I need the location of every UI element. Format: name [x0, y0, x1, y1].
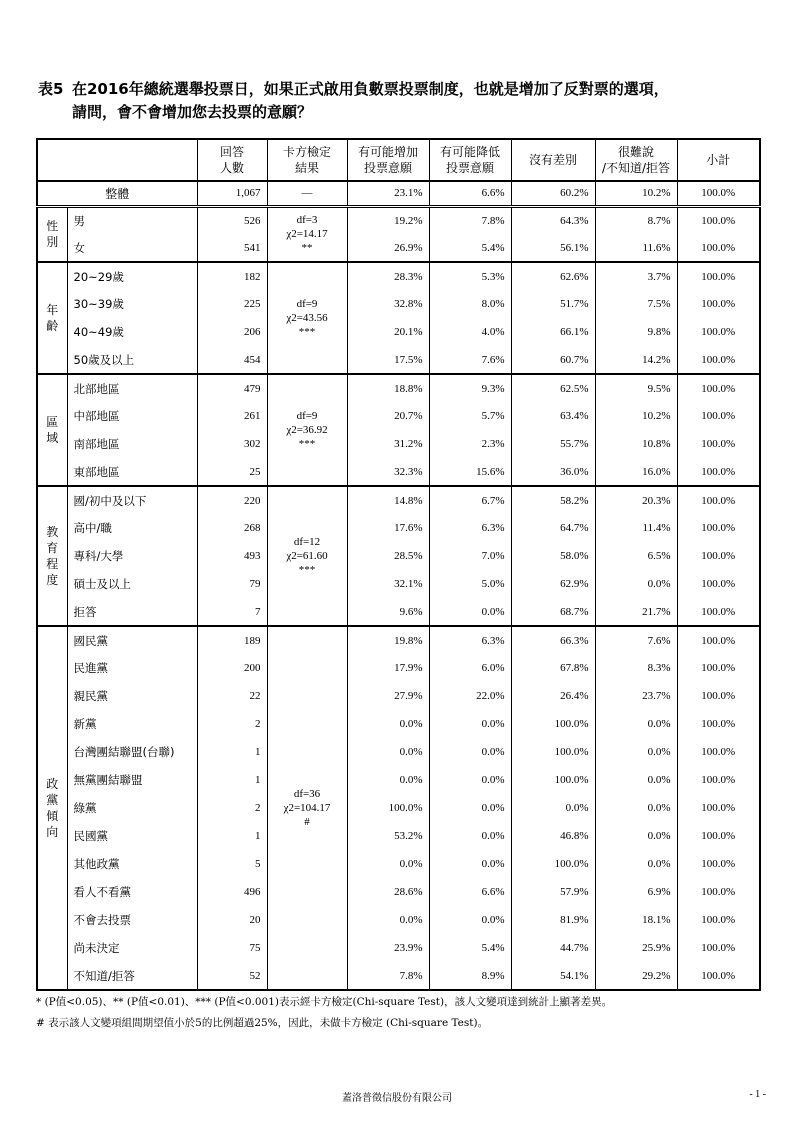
percentage-cell: 0.0% [347, 710, 429, 738]
percentage-cell: 62.6% [511, 262, 595, 290]
percentage-cell: 0.0% [429, 710, 511, 738]
chi-square-result: df=9 χ2=36.92 *** [267, 374, 347, 486]
percentage-cell: 23.7% [595, 682, 677, 710]
respondent-count: 5 [197, 850, 267, 878]
percentage-cell: 7.0% [429, 542, 511, 570]
percentage-cell: 0.0% [429, 822, 511, 850]
group-label: 區 域 [37, 374, 67, 486]
percentage-cell: 100.0% [677, 318, 760, 346]
respondent-count: 75 [197, 934, 267, 962]
row-label: 無黨團結聯盟 [67, 766, 197, 794]
percentage-cell: 3.7% [595, 262, 677, 290]
row-label: 不知道/拒答 [67, 962, 197, 990]
percentage-cell: 8.7% [595, 206, 677, 234]
table-row [37, 654, 760, 682]
percentage-cell: 0.0% [347, 906, 429, 934]
percentage-cell: 6.6% [429, 181, 511, 206]
percentage-cell: 25.9% [595, 934, 677, 962]
percentage-cell: 67.8% [511, 654, 595, 682]
row-label: 中部地區 [67, 402, 197, 430]
row-label: 其他政黨 [67, 850, 197, 878]
respondent-count: 496 [197, 878, 267, 906]
table-row [37, 458, 760, 486]
table-row [37, 374, 760, 402]
percentage-cell: 100.0% [677, 598, 760, 626]
row-label: 國/初中及以下 [67, 486, 197, 514]
header-cell: 沒有差別 [511, 139, 595, 181]
percentage-cell: 4.0% [429, 318, 511, 346]
row-label: 拒答 [67, 598, 197, 626]
percentage-cell: 100.0% [677, 962, 760, 990]
row-label: 不會去投票 [67, 906, 197, 934]
percentage-cell: 6.7% [429, 486, 511, 514]
header-cell: 有可能降低 投票意願 [429, 139, 511, 181]
percentage-cell: 6.3% [429, 626, 511, 654]
header-blank [37, 139, 197, 181]
percentage-cell: 46.8% [511, 822, 595, 850]
percentage-cell: 10.2% [595, 402, 677, 430]
row-label: 南部地區 [67, 430, 197, 458]
header-cell: 回答 人數 [197, 139, 267, 181]
respondent-count: 52 [197, 962, 267, 990]
percentage-cell: 0.0% [347, 766, 429, 794]
percentage-cell: 0.0% [595, 794, 677, 822]
percentage-cell: 66.3% [511, 626, 595, 654]
percentage-cell: 5.3% [429, 262, 511, 290]
table-title [38, 78, 768, 124]
table-row [37, 794, 760, 822]
respondent-count: 20 [197, 906, 267, 934]
respondent-count: 2 [197, 710, 267, 738]
respondent-count: 493 [197, 542, 267, 570]
respondent-count: 22 [197, 682, 267, 710]
chi-square-result: df=9 χ2=43.56 *** [267, 262, 347, 374]
percentage-cell: 100.0% [677, 766, 760, 794]
percentage-cell: 32.8% [347, 290, 429, 318]
percentage-cell: 5.0% [429, 570, 511, 598]
respondent-count: 302 [197, 430, 267, 458]
percentage-cell: 0.0% [595, 822, 677, 850]
table-row [37, 570, 760, 598]
percentage-cell: 20.7% [347, 402, 429, 430]
row-label: 看人不看黨 [67, 878, 197, 906]
percentage-cell: 81.9% [511, 906, 595, 934]
header-cell: 卡方檢定 結果 [267, 139, 347, 181]
table-row [37, 766, 760, 794]
respondent-count: 79 [197, 570, 267, 598]
table-row [37, 542, 760, 570]
percentage-cell: 100.0% [511, 710, 595, 738]
respondent-count: 25 [197, 458, 267, 486]
percentage-cell: 32.3% [347, 458, 429, 486]
chi-square-result: df=3 χ2=14.17 ** [267, 206, 347, 262]
percentage-cell: 22.0% [429, 682, 511, 710]
row-label: 高中/職 [67, 514, 197, 542]
percentage-cell: 11.6% [595, 234, 677, 262]
percentage-cell: 58.0% [511, 542, 595, 570]
respondent-count: 526 [197, 206, 267, 234]
percentage-cell: 44.7% [511, 934, 595, 962]
row-label: 民國黨 [67, 822, 197, 850]
percentage-cell: 63.4% [511, 402, 595, 430]
row-label: 女 [67, 234, 197, 262]
percentage-cell: 100.0% [677, 181, 760, 206]
respondent-count: 1 [197, 822, 267, 850]
table-row [37, 486, 760, 514]
percentage-cell: 100.0% [677, 850, 760, 878]
table-row [37, 962, 760, 990]
percentage-cell: 100.0% [677, 682, 760, 710]
percentage-cell: 60.7% [511, 346, 595, 374]
percentage-cell: 7.6% [595, 626, 677, 654]
group-label: 教 育 程 度 [37, 486, 67, 626]
row-label: 新黨 [67, 710, 197, 738]
percentage-cell: 7.8% [347, 962, 429, 990]
percentage-cell: 0.0% [429, 906, 511, 934]
percentage-cell: 9.5% [595, 374, 677, 402]
respondent-count: 1 [197, 766, 267, 794]
chi-square-result: — [267, 181, 347, 206]
percentage-cell: 11.4% [595, 514, 677, 542]
respondent-count: 1 [197, 738, 267, 766]
percentage-cell: 100.0% [677, 654, 760, 682]
title-line-2: 請問，會不會增加您去投票的意願？ [72, 103, 313, 121]
percentage-cell: 0.0% [595, 850, 677, 878]
percentage-cell: 0.0% [595, 738, 677, 766]
row-label: 專科/大學 [67, 542, 197, 570]
row-label: 民進黨 [67, 654, 197, 682]
percentage-cell: 5.4% [429, 934, 511, 962]
respondent-count: 182 [197, 262, 267, 290]
percentage-cell: 55.7% [511, 430, 595, 458]
percentage-cell: 26.4% [511, 682, 595, 710]
respondent-count: 225 [197, 290, 267, 318]
percentage-cell: 19.8% [347, 626, 429, 654]
percentage-cell: 8.9% [429, 962, 511, 990]
table-row [37, 682, 760, 710]
table-row [37, 626, 760, 654]
row-label: 尚未決定 [67, 934, 197, 962]
table-row [37, 262, 760, 290]
percentage-cell: 6.5% [595, 542, 677, 570]
respondent-count: 541 [197, 234, 267, 262]
row-label: 北部地區 [67, 374, 197, 402]
percentage-cell: 0.0% [347, 738, 429, 766]
chi-square-result: df=12 χ2=61.60 *** [267, 486, 347, 626]
percentage-cell: 100.0% [677, 822, 760, 850]
percentage-cell: 8.0% [429, 290, 511, 318]
percentage-cell: 0.0% [429, 598, 511, 626]
percentage-cell: 15.6% [429, 458, 511, 486]
respondent-count: 220 [197, 486, 267, 514]
percentage-cell: 16.0% [595, 458, 677, 486]
percentage-cell: 64.3% [511, 206, 595, 234]
table-row [37, 318, 760, 346]
percentage-cell: 100.0% [677, 626, 760, 654]
percentage-cell: 14.8% [347, 486, 429, 514]
title-text-1: 在2016年總統選舉投票日，如果正式啟用負數票投票制度，也就是增加了反對票的選項， [72, 80, 669, 98]
percentage-cell: 100.0% [677, 374, 760, 402]
row-label: 30~39歲 [67, 290, 197, 318]
percentage-cell: 2.3% [429, 430, 511, 458]
percentage-cell: 36.0% [511, 458, 595, 486]
percentage-cell: 27.9% [347, 682, 429, 710]
respondent-count: 189 [197, 626, 267, 654]
percentage-cell: 0.0% [595, 710, 677, 738]
percentage-cell: 17.9% [347, 654, 429, 682]
percentage-cell: 53.2% [347, 822, 429, 850]
percentage-cell: 28.3% [347, 262, 429, 290]
percentage-cell: 18.8% [347, 374, 429, 402]
respondent-count: 2 [197, 794, 267, 822]
table-row [37, 822, 760, 850]
percentage-cell: 100.0% [677, 542, 760, 570]
percentage-cell: 10.8% [595, 430, 677, 458]
percentage-cell: 100.0% [677, 878, 760, 906]
percentage-cell: 0.0% [429, 766, 511, 794]
percentage-cell: 100.0% [677, 402, 760, 430]
percentage-cell: 100.0% [677, 514, 760, 542]
respondent-count: 206 [197, 318, 267, 346]
table-row [37, 206, 760, 234]
page-number: - 1 - [749, 1089, 766, 1100]
percentage-cell: 0.0% [429, 850, 511, 878]
percentage-cell: 8.3% [595, 654, 677, 682]
percentage-cell: 100.0% [677, 486, 760, 514]
percentage-cell: 29.2% [595, 962, 677, 990]
row-label: 40~49歲 [67, 318, 197, 346]
table-row [37, 878, 760, 906]
percentage-cell: 100.0% [511, 766, 595, 794]
percentage-cell: 6.3% [429, 514, 511, 542]
percentage-cell: 6.0% [429, 654, 511, 682]
respondent-count: 261 [197, 402, 267, 430]
percentage-cell: 0.0% [429, 794, 511, 822]
table-row [37, 850, 760, 878]
percentage-cell: 100.0% [511, 738, 595, 766]
percentage-cell: 0.0% [429, 738, 511, 766]
percentage-cell: 100.0% [677, 570, 760, 598]
percentage-cell: 19.2% [347, 206, 429, 234]
percentage-cell: 100.0% [511, 850, 595, 878]
table-row [37, 710, 760, 738]
percentage-cell: 68.7% [511, 598, 595, 626]
row-label: 50歲及以上 [67, 346, 197, 374]
row-label: 東部地區 [67, 458, 197, 486]
percentage-cell: 14.2% [595, 346, 677, 374]
percentage-cell: 62.9% [511, 570, 595, 598]
percentage-cell: 26.9% [347, 234, 429, 262]
table-row [37, 234, 760, 262]
overall-row [37, 181, 760, 206]
percentage-cell: 100.0% [677, 906, 760, 934]
respondent-count: 7 [197, 598, 267, 626]
chi-square-result: df=36 χ2=104.17 # [267, 626, 347, 990]
percentage-cell: 17.5% [347, 346, 429, 374]
percentage-cell: 51.7% [511, 290, 595, 318]
table-body [37, 181, 760, 990]
percentage-cell: 100.0% [677, 794, 760, 822]
percentage-cell: 0.0% [595, 570, 677, 598]
percentage-cell: 60.2% [511, 181, 595, 206]
group-label: 政 黨 傾 向 [37, 626, 67, 990]
percentage-cell: 66.1% [511, 318, 595, 346]
respondent-count: 1,067 [197, 181, 267, 206]
percentage-cell: 31.2% [347, 430, 429, 458]
percentage-cell: 28.5% [347, 542, 429, 570]
row-label: 綠黨 [67, 794, 197, 822]
percentage-cell: 100.0% [677, 290, 760, 318]
percentage-cell: 100.0% [677, 430, 760, 458]
table-row [37, 934, 760, 962]
percentage-cell: 58.2% [511, 486, 595, 514]
percentage-cell: 20.3% [595, 486, 677, 514]
percentage-cell: 28.6% [347, 878, 429, 906]
header-cell: 很難說 /不知道/拒答 [595, 139, 677, 181]
table-row [37, 738, 760, 766]
header-cell: 有可能增加 投票意願 [347, 139, 429, 181]
table-row [37, 290, 760, 318]
percentage-cell: 100.0% [347, 794, 429, 822]
percentage-cell: 9.6% [347, 598, 429, 626]
percentage-cell: 7.5% [595, 290, 677, 318]
row-label: 碩士及以上 [67, 570, 197, 598]
percentage-cell: 32.1% [347, 570, 429, 598]
percentage-cell: 20.1% [347, 318, 429, 346]
percentage-cell: 6.6% [429, 878, 511, 906]
overall-label: 整體 [37, 181, 197, 206]
row-label: 親民黨 [67, 682, 197, 710]
percentage-cell: 0.0% [511, 794, 595, 822]
percentage-cell: 100.0% [677, 262, 760, 290]
percentage-cell: 0.0% [347, 850, 429, 878]
table-row [37, 430, 760, 458]
percentage-cell: 7.8% [429, 206, 511, 234]
percentage-cell: 18.1% [595, 906, 677, 934]
percentage-cell: 9.3% [429, 374, 511, 402]
percentage-cell: 7.6% [429, 346, 511, 374]
table-row [37, 402, 760, 430]
percentage-cell: 100.0% [677, 346, 760, 374]
percentage-cell: 57.9% [511, 878, 595, 906]
respondent-count: 268 [197, 514, 267, 542]
percentage-cell: 100.0% [677, 458, 760, 486]
table-row [37, 514, 760, 542]
percentage-cell: 56.1% [511, 234, 595, 262]
table-row [37, 906, 760, 934]
percentage-cell: 100.0% [677, 206, 760, 234]
company-name: 蓋洛普徵信股份有限公司 [342, 1093, 452, 1104]
percentage-cell: 100.0% [677, 710, 760, 738]
footnote-expected-value: # 表示該人文變項組間期望值小於5的比例超過25%，因此，未做卡方檢定 (Chi-square Test)。 [36, 1017, 489, 1029]
percentage-cell: 17.6% [347, 514, 429, 542]
row-label: 台灣團結聯盟(台聯) [67, 738, 197, 766]
header-cell: 小計 [677, 139, 760, 181]
survey-table [36, 138, 761, 991]
percentage-cell: 100.0% [677, 234, 760, 262]
percentage-cell: 5.7% [429, 402, 511, 430]
respondent-count: 479 [197, 374, 267, 402]
table-label: 表5 [38, 80, 64, 98]
percentage-cell: 9.8% [595, 318, 677, 346]
percentage-cell: 62.5% [511, 374, 595, 402]
percentage-cell: 21.7% [595, 598, 677, 626]
group-label: 性 別 [37, 206, 67, 262]
percentage-cell: 54.1% [511, 962, 595, 990]
percentage-cell: 5.4% [429, 234, 511, 262]
percentage-cell: 23.1% [347, 181, 429, 206]
title-line-1 [38, 78, 768, 101]
row-label: 20~29歲 [67, 262, 197, 290]
respondent-count: 200 [197, 654, 267, 682]
percentage-cell: 100.0% [677, 934, 760, 962]
table-header [37, 139, 760, 181]
percentage-cell: 6.9% [595, 878, 677, 906]
respondent-count: 454 [197, 346, 267, 374]
table-row [37, 346, 760, 374]
row-label: 男 [67, 206, 197, 234]
row-label: 國民黨 [67, 626, 197, 654]
table-row [37, 598, 760, 626]
group-label: 年 齡 [37, 262, 67, 374]
percentage-cell: 100.0% [677, 738, 760, 766]
percentage-cell: 64.7% [511, 514, 595, 542]
footnote-significance: * (P值<0.05)、** (P值<0.01)、*** (P值<0.001)表示經卡方檢定(Chi-square Test)，該人文變項達到統計上顯著差異。 [36, 996, 613, 1008]
percentage-cell: 10.2% [595, 181, 677, 206]
percentage-cell: 0.0% [595, 766, 677, 794]
percentage-cell: 23.9% [347, 934, 429, 962]
